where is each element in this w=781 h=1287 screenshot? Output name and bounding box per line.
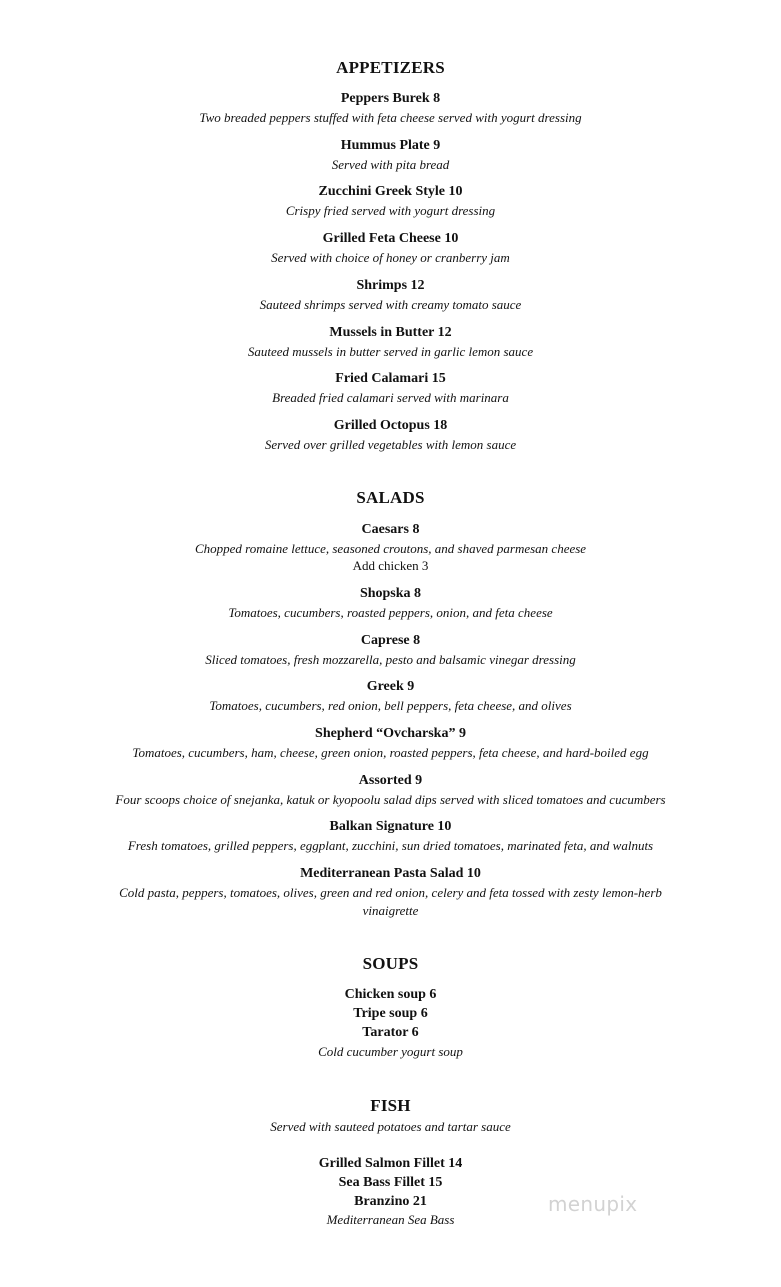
menu-item-description: Fresh tomatoes, grilled peppers, eggplant, zucchini, sun dried tomatoes, marinated feta, and walnuts bbox=[127, 838, 654, 853]
menu-item-description-continued: vinaigrette bbox=[362, 903, 419, 918]
menu-item-name: Mussels in Butter 12 bbox=[329, 325, 452, 340]
menu-item-name: Tarator 6 bbox=[362, 1025, 419, 1040]
menu-item-name: Assorted 9 bbox=[358, 773, 423, 788]
menu-item-name: Peppers Burek 8 bbox=[340, 91, 441, 106]
menu-item-name: Shepherd “Ovcharska” 9 bbox=[315, 726, 466, 741]
menu-item-name: Mediterranean Pasta Salad 10 bbox=[300, 866, 481, 881]
menupix-watermark: menupix bbox=[548, 1192, 638, 1216]
menu-item-name: Grilled Salmon Fillet 14 bbox=[318, 1156, 463, 1171]
section-note: Served with sauteed potatoes and tartar sauce bbox=[270, 1119, 511, 1134]
menu-item-description: Four scoops choice of snejanka, katuk or kyopoolu salad dips served with sliced tomatoes and cucumbers bbox=[115, 792, 666, 807]
menu-item-description: Served with pita bread bbox=[331, 157, 450, 172]
menu-item-description: Chopped romaine lettuce, seasoned croutons, and shaved parmesan cheese bbox=[194, 541, 587, 556]
menu-item-name: Fried Calamari 15 bbox=[335, 371, 446, 386]
menu-item-addon: Add chicken 3 bbox=[352, 558, 429, 573]
menu-item-description: Cold pasta, peppers, tomatoes, olives, green and red onion, celery and feta tossed with zesty lemon-herb bbox=[119, 885, 662, 900]
menu-item-name: Shopska 8 bbox=[359, 586, 422, 601]
menu-item-name: Shrimps 12 bbox=[356, 278, 425, 293]
menu-item-description: Sauteed shrimps served with creamy tomato sauce bbox=[259, 297, 522, 312]
menu-item-description: Breaded fried calamari served with marinara bbox=[272, 390, 509, 405]
menu-item-name: Caprese 8 bbox=[360, 633, 421, 648]
menu-item-description: Cold cucumber yogurt soup bbox=[318, 1044, 463, 1059]
menu-item-description: Mediterranean Sea Bass bbox=[326, 1212, 455, 1227]
menu-item-name: Caesars 8 bbox=[361, 522, 420, 537]
menu-item-description: Tomatoes, cucumbers, ham, cheese, green onion, roasted peppers, feta cheese, and hard-boiled egg bbox=[132, 745, 649, 760]
section-heading-fish: FISH bbox=[370, 1096, 411, 1115]
menu-item-name: Greek 9 bbox=[366, 679, 415, 694]
section-heading-appetizers: APPETIZERS bbox=[336, 58, 445, 77]
section-heading-salads: SALADS bbox=[356, 488, 425, 507]
menu-item-name: Grilled Feta Cheese 10 bbox=[322, 231, 459, 246]
menu-item-name: Branzino 21 bbox=[354, 1194, 427, 1209]
menu-item-name: Tripe soup 6 bbox=[353, 1006, 428, 1021]
menu-item-name: Balkan Signature 10 bbox=[329, 819, 452, 834]
menu-item-description: Tomatoes, cucumbers, red onion, bell peppers, feta cheese, and olives bbox=[209, 698, 572, 713]
menu-item-name: Zucchini Greek Style 10 bbox=[318, 184, 463, 199]
menu-item-name: Chicken soup 6 bbox=[344, 987, 437, 1002]
menu-item-description: Crispy fried served with yogurt dressing bbox=[285, 203, 496, 218]
menu-item-name: Sea Bass Fillet 15 bbox=[338, 1175, 443, 1190]
menu-item-description: Served over grilled vegetables with lemon sauce bbox=[264, 437, 517, 452]
menu-item-name: Grilled Octopus 18 bbox=[333, 418, 448, 433]
menu-item-description: Sliced tomatoes, fresh mozzarella, pesto and balsamic vinegar dressing bbox=[205, 652, 576, 667]
section-heading-soups: SOUPS bbox=[362, 954, 419, 973]
menu-item-description: Tomatoes, cucumbers, roasted peppers, onion, and feta cheese bbox=[228, 605, 553, 620]
menu-item-description: Sauteed mussels in butter served in garlic lemon sauce bbox=[247, 344, 534, 359]
menu-item-description: Two breaded peppers stuffed with feta cheese served with yogurt dressing bbox=[199, 110, 582, 125]
menu-item-description: Served with choice of honey or cranberry jam bbox=[271, 250, 510, 265]
menu-item-name: Hummus Plate 9 bbox=[340, 138, 441, 153]
